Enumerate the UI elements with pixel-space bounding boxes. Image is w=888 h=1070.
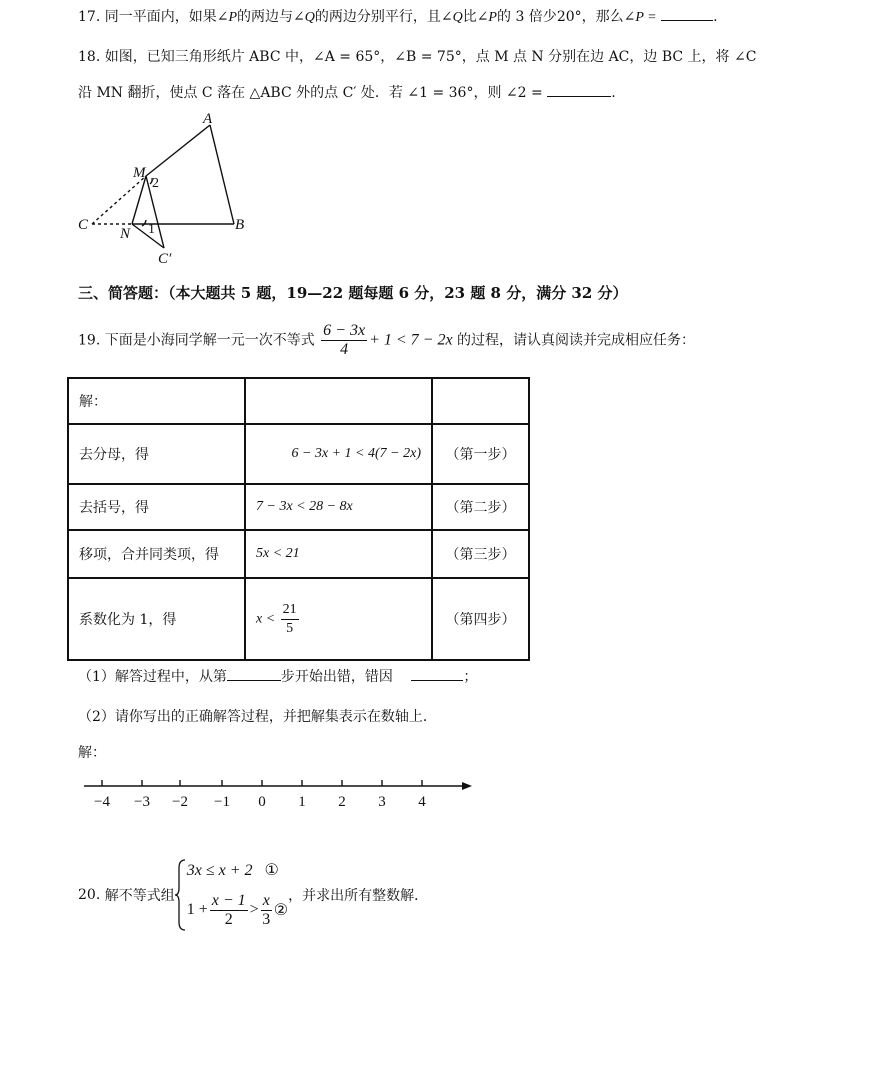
axis-tick-label: −3	[134, 794, 150, 810]
answer-blank[interactable]	[661, 6, 713, 21]
question-20: 20. 解不等式组 3x ≤ x + 2 ① 1 + $\frac{x - 1}{2}$ > $\frac{x}{3}$ ② ，并求出所有整数解．	[78, 856, 428, 934]
question-19-part2: （2）请你写出的正确解答过程，并把解集表示在数轴上．	[78, 709, 437, 725]
label-b: B	[235, 217, 245, 233]
question-19-part1: （1）解答过程中，从第 步开始出错，错因 ；	[78, 666, 477, 686]
axis-tick-label: 1	[298, 794, 306, 810]
number-line	[80, 774, 480, 814]
question-19: 19. 下面是小海同学解一元一次不等式 $\frac{6 - 3x}{4}$ + 1 < 7 − 2x 的过程，请认真阅读并完成相应任务：	[78, 322, 696, 358]
section-title: 三、简答题：（本大题共 5 题，19—22 题每题 6 分，23 题 8 分，满分 32 分）	[78, 284, 628, 302]
answer-blank[interactable]	[227, 666, 281, 681]
table-row: 去分母，得 6 − 3x + 1 < 4(7 − 2x) （第一步）	[68, 424, 529, 484]
side-ab	[210, 125, 234, 224]
solution-label: 解：	[78, 745, 106, 761]
axis-arrow-icon	[462, 782, 472, 790]
label-m: M	[133, 165, 146, 181]
axis-tick-label: −2	[172, 794, 188, 810]
table-row: 去括号，得 7 − 3x < 28 − 8x （第二步）	[68, 484, 529, 530]
solution-steps-table	[67, 377, 530, 661]
question-17: 17. 同一平面内，如果∠P的两边与∠Q的两边分别平行，且∠Q比∠P的 3 倍少20°，那么∠P = .	[78, 6, 718, 26]
label-a: A	[203, 111, 213, 127]
axis-tick-label: 0	[258, 794, 266, 810]
left-brace-icon	[175, 858, 187, 932]
label-angle-1: 1	[148, 222, 155, 237]
label-n: N	[120, 226, 131, 242]
axis-tick-label: 4	[418, 794, 426, 810]
table-row: 解：	[68, 378, 529, 424]
label-c-prime: C′	[158, 251, 172, 267]
question-18-line2: 沿 MN 翻折，使点 C 落在 △ABC 外的点 C′ 处．若 ∠1 = 36°，则 ∠2 = .	[78, 82, 616, 102]
fold-mn	[132, 176, 146, 224]
answer-blank[interactable]	[547, 82, 611, 97]
triangle-fold-figure	[70, 108, 260, 268]
dashed-cm	[92, 176, 146, 224]
table-row: 移项，合并同类项，得 5x < 21 （第三步）	[68, 530, 529, 578]
label-c: C	[78, 217, 89, 233]
axis-tick-label: −4	[94, 794, 110, 810]
question-number: 19.	[78, 332, 101, 349]
angle-1-arc	[142, 220, 146, 226]
question-18-line1: 18. 如图，已知三角形纸片 ABC 中，∠A = 65°，∠B = 75°，点 M 点 N 分别在边 AC，边 BC 上，将 ∠C	[78, 49, 757, 65]
answer-blank[interactable]	[411, 666, 463, 681]
question-number: 18.	[78, 49, 101, 65]
label-angle-2: 2	[152, 176, 159, 191]
axis-tick-label: −1	[214, 794, 230, 810]
table-row: 系数化为 1，得 x < $\frac{21}{5}$ （第四步）	[68, 578, 529, 660]
inequality-fraction: $\frac{6 - 3x}{4}$	[323, 322, 366, 358]
question-number: 20.	[78, 887, 101, 903]
axis-tick-label: 2	[338, 794, 346, 810]
side-ma	[146, 125, 210, 176]
question-number: 17.	[78, 9, 101, 25]
inequality-system: 3x ≤ x + 2 ① 1 + $\frac{x - 1}{2}$ > $\frac{x}{3}$ ②	[175, 856, 288, 934]
axis-tick-label: 3	[378, 794, 386, 810]
